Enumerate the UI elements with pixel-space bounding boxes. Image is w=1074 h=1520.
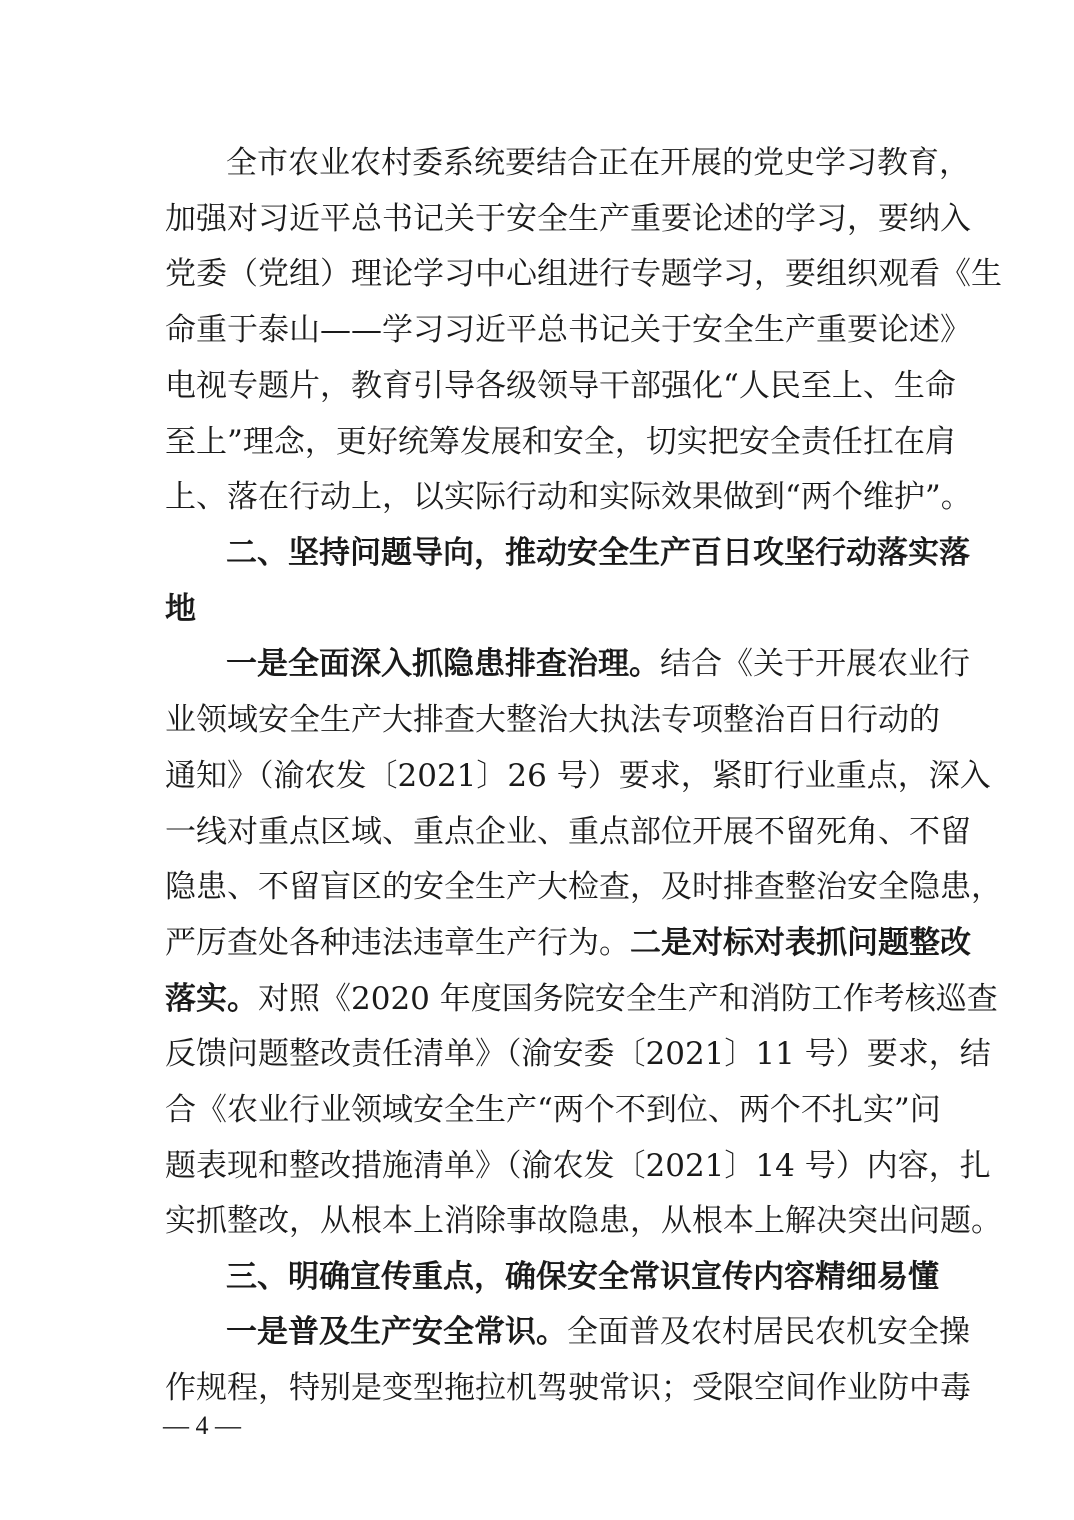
page-number: — 4 — <box>163 1411 241 1440</box>
paragraph-5-line-2 <box>165 1368 971 1408</box>
bold-text: 一是普及生产安全常识。 <box>226 1314 567 1350</box>
text-run: 党委（党组）理论学习中心组进行专题学习，要组织观看《生 <box>165 256 1002 292</box>
text-run: 业领域安全生产大排查大整治大执法专项整治百日行动的 <box>165 702 940 738</box>
paragraph-1-line-5 <box>165 366 956 406</box>
text-run: 实抓整改，从根本上消除事故隐患，从根本上解决突出问题。 <box>165 1203 1002 1239</box>
paragraph-3-line-5 <box>165 867 1002 907</box>
bold-text: 二是对标对表抓问题整改 <box>630 925 971 961</box>
text-run: 合《农业行业领域安全生产“两个不到位、两个不扎实”问 <box>165 1092 941 1128</box>
paragraph-1-line-6 <box>165 422 956 462</box>
text-run: 全市农业农村委系统要结合正在开展的党史学习教育， <box>226 145 970 181</box>
text-run: 对照《2020 年度国务院安全生产和消防工作考核巡查 <box>258 981 998 1017</box>
paragraph-3-line-6 <box>165 923 971 963</box>
text-run: 作规程，特别是变型拖拉机驾驶常识；受限空间作业防中毒 <box>165 1370 971 1406</box>
text-run: 一线对重点区域、重点企业、重点部位开展不留死角、不留 <box>165 814 971 850</box>
paragraph-3-line-7 <box>165 979 998 1019</box>
paragraph-3-line-1 <box>226 644 970 684</box>
paragraph-1-line-1 <box>226 143 970 183</box>
paragraph-3-line-9 <box>165 1090 941 1130</box>
text-run: 命重于泰山——学习习近平总书记关于安全生产重要论述》 <box>165 312 971 348</box>
bold-text: 落实。 <box>165 981 258 1017</box>
paragraph-3-line-2 <box>165 700 940 740</box>
text-run: 题表现和整改措施清单》（渝农发〔2021〕14 号）内容，扎 <box>165 1148 991 1184</box>
paragraph-3-line-11 <box>165 1201 1002 1241</box>
paragraph-5-line-1 <box>226 1312 970 1352</box>
text-run: 全面普及农村居民农机安全操 <box>567 1314 970 1350</box>
text-run: 至上”理念，更好统筹发展和安全，切实把安全责任扛在肩 <box>165 424 956 460</box>
paragraph-3-line-8 <box>165 1034 991 1074</box>
paragraph-2-line-2 <box>165 589 915 629</box>
paragraph-2-line-1 <box>226 533 970 573</box>
paragraph-3-line-10 <box>165 1146 991 1186</box>
paragraph-3-line-4 <box>165 812 971 852</box>
text-run: 上、落在行动上，以实际行动和实际效果做到“两个维护”。 <box>165 479 972 515</box>
paragraph-4-line-1 <box>226 1257 939 1297</box>
paragraph-1-line-3 <box>165 254 1002 294</box>
text-run: 反馈问题整改责任清单》（渝安委〔2021〕11 号）要求，结 <box>165 1036 991 1072</box>
paragraph-3-line-3 <box>165 756 991 796</box>
paragraph-1-line-7 <box>165 477 972 517</box>
text-run: 加强对习近平总书记关于安全生产重要论述的学习，要纳入 <box>165 201 971 237</box>
bold-text: 一是全面深入抓隐患排查治理。 <box>226 646 660 682</box>
paragraph-1-line-4 <box>165 310 971 350</box>
text-run: 结合《关于开展农业行 <box>660 646 970 682</box>
text-run: 严厉查处各种违法违章生产行为。 <box>165 925 630 961</box>
bold-text: 地 <box>165 591 196 627</box>
bold-text: 三、明确宣传重点，确保安全常识宣传内容精细易懂 <box>226 1259 939 1295</box>
text-run: 隐患、不留盲区的安全生产大检查，及时排查整治安全隐患， <box>165 869 1002 905</box>
bold-text: 二、坚持问题导向，推动安全生产百日攻坚行动落实落 <box>226 535 970 571</box>
text-run: 电视专题片，教育引导各级领导干部强化“人民至上、生命 <box>165 368 956 404</box>
text-run: 通知》（渝农发〔2021〕26 号）要求，紧盯行业重点，深入 <box>165 758 991 794</box>
paragraph-1-line-2 <box>165 199 971 239</box>
